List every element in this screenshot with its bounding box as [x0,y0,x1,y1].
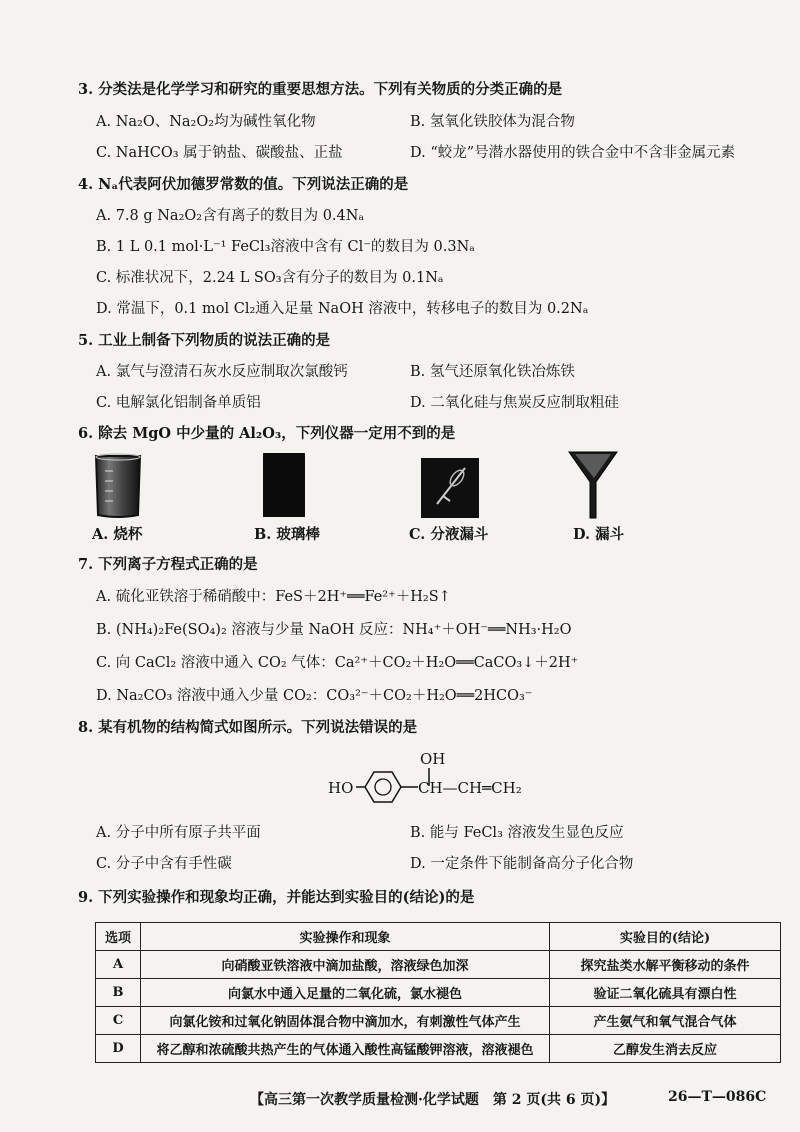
q8-stem: 8. 某有机物的结构简式如图所示。下列说法错误的是 [78,719,418,736]
row-a-option: A [96,951,141,979]
header-operation: 实验操作和现象 [141,923,550,951]
page-footer: 【高三第一次教学质量检测·化学试题 第 2 页(共 6 页)】 [250,1092,616,1108]
q8-option-d: D. 一定条件下能制备高分子化合物 [410,856,634,872]
funnel-image [567,448,619,520]
structure-chain: CH—CH═CH₂ [418,779,522,797]
table-row [96,979,781,1007]
row-b-purpose: 验证二氧化硫具有漂白性 [550,979,781,1007]
row-c-purpose: 产生氨气和氧气混合气体 [550,1007,781,1035]
glass-rod-image [263,453,305,517]
q3-option-d: D. “蛟龙”号潜水器使用的铁合金中不含非金属元素 [410,145,736,161]
separatory-funnel-image [421,458,479,518]
q9-stem: 9. 下列实验操作和现象均正确，并能达到实验目的(结论)的是 [78,889,475,906]
q4-option-a: A. 7.8 g Na₂O₂含有离子的数目为 0.4Nₐ [96,208,365,224]
exam-code: 26—T—086C [668,1089,767,1105]
table-row [96,951,781,979]
q8-option-b: B. 能与 FeCl₃ 溶液发生显色反应 [410,825,624,841]
experiment-table [95,922,781,1063]
q5-option-c: C. 电解氯化铝制备单质铝 [96,395,261,411]
row-a-operation: 向硝酸亚铁溶液中滴加盐酸，溶液绿色加深 [141,951,550,979]
q3-option-a: A. Na₂O、Na₂O₂均为碱性氧化物 [96,114,316,130]
q7-option-a: A. 硫化亚铁溶于稀硝酸中：FeS＋2H⁺══Fe²⁺＋H₂S↑ [96,589,451,605]
structure-ho-left: HO [328,779,354,797]
table-row [96,1007,781,1035]
q6-option-c: C. 分液漏斗 [409,526,489,543]
q8-option-a: A. 分子中所有原子共平面 [96,825,261,841]
header-purpose: 实验目的(结论) [550,923,781,951]
q5-option-d: D. 二氧化硅与焦炭反应制取粗硅 [410,395,619,411]
row-b-option: B [96,979,141,1007]
row-a-purpose: 探究盐类水解平衡移动的条件 [550,951,781,979]
q4-option-b: B. 1 L 0.1 mol·L⁻¹ FeCl₃溶液中含有 Cl⁻的数目为 0.3Nₐ [96,239,475,255]
structure-oh-top: OH [420,750,446,768]
q5-option-b: B. 氢气还原氧化铁冶炼铁 [410,364,575,380]
q6-option-a: A. 烧杯 [92,526,143,543]
header-option: 选项 [96,923,141,951]
q5-option-a: A. 氯气与澄清石灰水反应制取次氯酸钙 [96,364,348,380]
row-d-operation: 将乙醇和浓硫酸共热产生的气体通入酸性高锰酸钾溶液，溶液褪色 [141,1035,550,1063]
q6-stem: 6. 除去 MgO 中少量的 Al₂O₃，下列仪器一定用不到的是 [78,425,456,442]
q7-option-b: B. (NH₄)₂Fe(SO₄)₂ 溶液与少量 NaOH 反应：NH₄⁺＋OH⁻══NH₃·H₂O [96,622,572,638]
q3-stem: 3. 分类法是化学学习和研究的重要思想方法。下列有关物质的分类正确的是 [78,81,563,98]
q6-option-d: D. 漏斗 [573,526,625,543]
q6-option-b: B. 玻璃棒 [254,526,320,543]
q7-option-d: D. Na₂CO₃ 溶液中通入少量 CO₂：CO₃²⁻＋CO₂＋H₂O══2HCO₃⁻ [96,688,533,704]
q3-option-c: C. NaHCO₃ 属于钠盐、碳酸盐、正盐 [96,145,343,161]
row-d-purpose: 乙醇发生消去反应 [550,1035,781,1063]
row-b-operation: 向氯水中通入足量的二氧化硫，氯水褪色 [141,979,550,1007]
q5-stem: 5. 工业上制备下列物质的说法正确的是 [78,332,331,349]
q4-option-d: D. 常温下，0.1 mol Cl₂通入足量 NaOH 溶液中，转移电子的数目为 0.2Nₐ [96,301,589,317]
beaker-image [93,453,143,519]
q7-option-c: C. 向 CaCl₂ 溶液中通入 CO₂ 气体：Ca²⁺＋CO₂＋H₂O══CaCO₃↓＋2H⁺ [96,655,579,671]
table-header-row [96,923,781,951]
q4-option-c: C. 标准状况下，2.24 L SO₃含有分子的数目为 0.1Nₐ [96,270,444,286]
q4-stem: 4. Nₐ代表阿伏加德罗常数的值。下列说法正确的是 [78,176,409,193]
q8-option-c: C. 分子中含有手性碳 [96,856,232,872]
row-d-option: D [96,1035,141,1063]
q7-stem: 7. 下列离子方程式正确的是 [78,556,258,573]
q3-option-b: B. 氢氧化铁胶体为混合物 [410,114,575,130]
row-c-operation: 向氯化铵和过氧化钠固体混合物中滴加水，有刺激性气体产生 [141,1007,550,1035]
row-c-option: C [96,1007,141,1035]
table-row [96,1035,781,1063]
